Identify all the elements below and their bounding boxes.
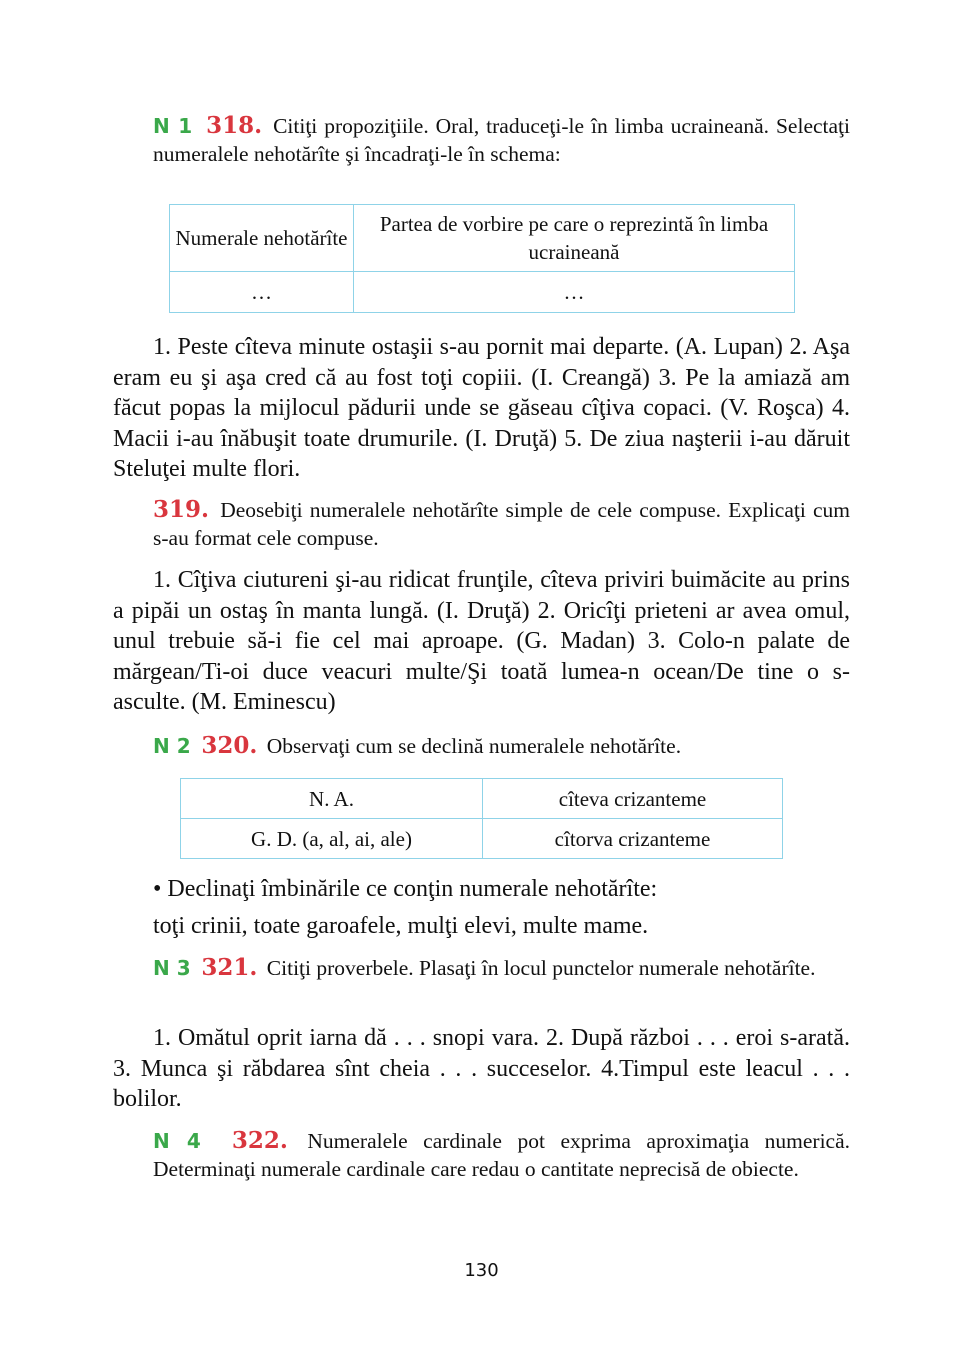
- exercise-321-text: [113, 1023, 850, 1115]
- declension-table: [180, 778, 783, 859]
- exercise-319-instruction: [153, 496, 850, 552]
- exercise-319-text: [113, 565, 850, 718]
- exercise-number: 322.: [231, 1127, 288, 1154]
- table-cell: cîtorva crizanteme: [483, 819, 783, 859]
- instruction-text: Citiţi proverbele. Plasaţi în locul punctelor numerale nehotărîte.: [266, 956, 816, 980]
- table-cell: G. D. (a, al, ai, ale): [181, 819, 483, 859]
- instruction-text: Citiţi propoziţiile. Oral, traduceţi-le în limba ucraineană. Selectaţi numeralele nehotărîte şi încadraţi-le în schema:: [153, 114, 850, 166]
- exercise-318-text: [113, 332, 850, 485]
- exercise-marker: Ν 4: [153, 1129, 201, 1153]
- bullet-instruction: • Declinaţi îmbinările ce conţin numerale nehotărîte:: [153, 876, 658, 902]
- table-cell: N. A.: [181, 779, 483, 819]
- table-cell: …: [354, 272, 795, 313]
- exercise-318-instruction: [153, 112, 850, 168]
- table-header-cell: Numerale nehotărîte: [170, 205, 354, 272]
- instruction-text: Numeralele cardinale pot exprima aproximaţia numerică. Determinaţi numerale cardinale care redau o cantitate neprecisă de obiecte.: [153, 1129, 850, 1181]
- exercise-number: 321.: [201, 954, 258, 981]
- scheme-table: [169, 204, 795, 313]
- exercise-321-instruction: [153, 954, 850, 982]
- table-cell: …: [170, 272, 354, 313]
- exercise-322-instruction: [153, 1127, 850, 1183]
- exercise-number: 318.: [206, 112, 263, 139]
- phrase-list: toţi crinii, toate garoafele, mulţi elevi, multe mame.: [153, 913, 649, 939]
- page-number: 130: [464, 1260, 499, 1281]
- exercise-marker: Ν 3: [153, 956, 191, 980]
- table-header-cell: Partea de vorbire pe care o reprezintă în limba ucraineană: [354, 205, 795, 272]
- instruction-text: Observaţi cum se declină numeralele nehotărîte.: [266, 734, 682, 758]
- exercise-marker: Ν 2: [153, 734, 191, 758]
- table-cell: cîteva crizanteme: [483, 779, 783, 819]
- exercise-number: 320.: [201, 732, 258, 759]
- instruction-text: Deosebiţi numeralele nehotărîte simple de cele compuse. Explicaţi cum s-au format cele compuse.: [153, 498, 851, 550]
- exercise-320-instruction: [153, 732, 850, 760]
- exercise-marker: Ν 1: [153, 114, 193, 138]
- proverbs-text: 1. Omătul oprit iarna dă . . . snopi vara. 2. După război . . . eroi s-arată. 3. Munca şi răbdarea sînt cheia . . . succeselor. 4.Timpul este leacul . . . bolilor.: [113, 1025, 850, 1112]
- exercise-number: 319.: [153, 496, 210, 523]
- sentences-text: 1. Peste cîteva minute ostaşii s-au pornit mai departe. (A. Lupan) 2. Aşa eram eu şi aşa cred că au fost toţi copiii. (I. Creangă) 3. Pe la amiază am făcut popas la mijlocul pădurii unde se găseau cîţiva copaci. (V. Roşca) 4. Macii i-au înăbuşit toate drumurile. (I. Druţă) 5. De ziua naşterii i-au dăruit Steluţei multe flori.: [113, 334, 850, 482]
- sentences-text: 1. Cîţiva ciutureni şi-au ridicat frunţile, cîteva priviri buimăcite au prins a pipăi un ostaş în manta lungă. (I. Druţă) 2. Oricîţi prieteni ar avea omul, unul trebuie să-i fie cel mai aproape. (G. Madan) 3. Colo-n palate de mărgean/Ti-oi duce veacuri multe/Şi toată lumea-n ocean/De tine o s-asculte. (M. Eminescu): [113, 567, 850, 715]
